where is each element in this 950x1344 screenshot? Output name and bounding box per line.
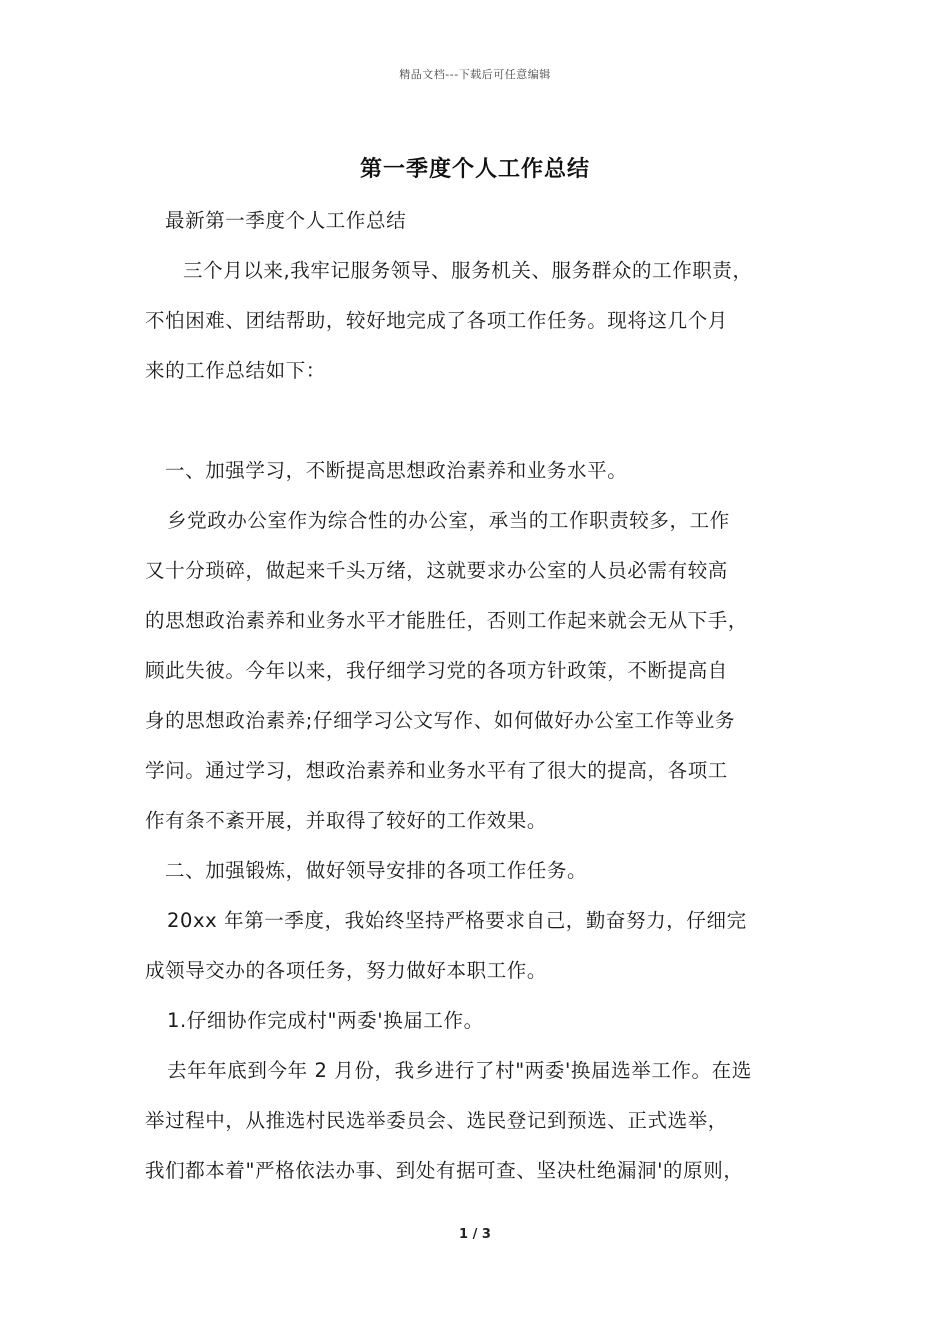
document-body	[145, 196, 815, 1196]
blank-line	[145, 396, 815, 446]
paragraph-line: 举过程中，从推选村民选举委员会、选民登记到预选、正式选举，	[145, 1109, 728, 1132]
paragraph-line: 不怕困难、团结帮助，较好地完成了各项工作任务。现将这几个月	[145, 309, 728, 332]
page-separator: /	[468, 1227, 482, 1242]
document-title: 第一季度个人工作总结	[359, 157, 590, 182]
paragraph-line: 顾此失彼。今年以来，我仔细学习党的各项方针政策，不断提高自	[145, 659, 728, 682]
paragraph-line: 乡党政办公室作为综合性的办公室，承当的工作职责较多，工作	[167, 509, 730, 532]
paragraph-line: 作有条不紊开展，并取得了较好的工作效果。	[145, 809, 548, 832]
subtitle-line: 最新第一季度个人工作总结	[165, 209, 407, 232]
paragraph-line: 20xx 年第一季度，我始终坚持严格要求自己，勤奋努力，仔细完	[167, 909, 747, 932]
page-current: 1	[459, 1227, 469, 1242]
paragraph-line: 三个月以来,我牢记服务领导、服务机关、服务群众的工作职责，	[183, 259, 753, 282]
paragraph-line: 去年年底到今年 2 月份，我乡进行了村"两委'换届选举工作。在选	[167, 1059, 752, 1082]
page-number	[0, 1227, 950, 1242]
section-heading-1: 一、加强学习，不断提高思想政治素养和业务水平。	[165, 459, 628, 482]
subsection-heading: 1.仔细协作完成村"两委'换届工作。	[167, 1009, 484, 1032]
paragraph-line: 身的思想政治素养;仔细学习公文写作、如何做好办公室工作等业务	[145, 709, 736, 732]
paragraph-line: 学问。通过学习，想政治素养和业务水平有了很大的提高，各项工	[145, 759, 728, 782]
paragraph-line: 又十分琐碎，做起来千头万绪，这就要求办公室的人员必需有较高	[145, 559, 728, 582]
paragraph-line: 我们都本着"严格依法办事、到处有据可查、坚决杜绝漏洞'的原则，	[145, 1159, 744, 1182]
paragraph-line: 成领导交办的各项任务，努力做好本职工作。	[145, 959, 548, 982]
section-heading-2: 二、加强锻炼，做好领导安排的各项工作任务。	[165, 859, 588, 882]
paragraph-line: 来的工作总结如下：	[145, 359, 326, 382]
page-header: 精品文档---下载后可任意编辑	[399, 68, 551, 81]
page-total: 3	[481, 1227, 491, 1242]
paragraph-line: 的思想政治素养和业务水平才能胜任，否则工作起来就会无从下手，	[145, 609, 749, 632]
